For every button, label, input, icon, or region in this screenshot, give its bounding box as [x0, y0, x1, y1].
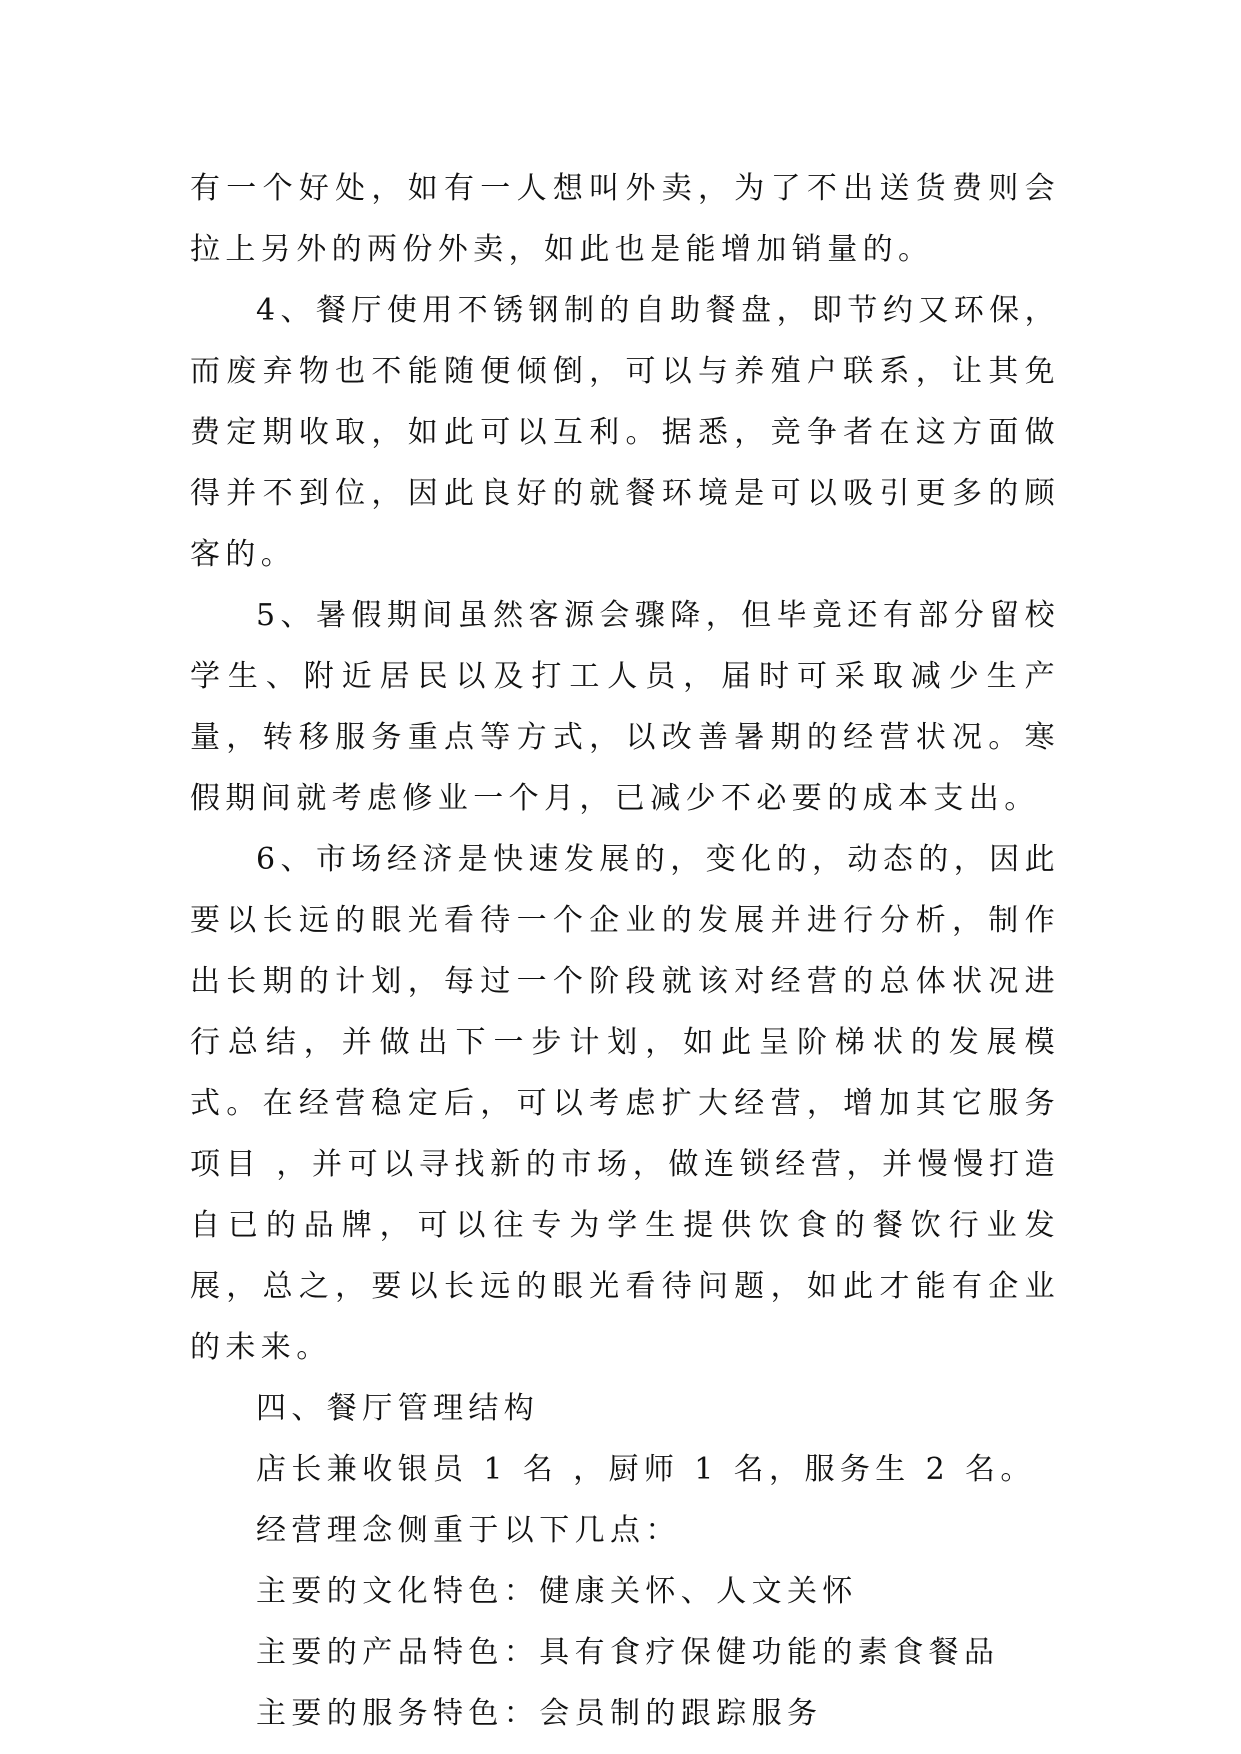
philosophy-intro: 经营理念侧重于以下几点：: [256, 1513, 681, 1548]
paragraph-item-6: 6、市场经济是快速发展的，变化的，动态的，因此要以长远的眼光看待一个企业的发展并进行分析，制作出长期的计划，每过一个阶段就该对经营的总体状况进行总结，并做出下一步计划，如此呈阶梯状的发展模式。在经营稳定后，可以考虑扩大经营，增加其它服务项目 ，并可以寻找新的市场，做连锁经营，并慢慢打造自已的品牌，可以往专为学生提供饮食的餐饮行业发展，总之，要以长远的眼光看待问题，如此才能有企业的未来。: [190, 842, 1060, 1365]
paragraph-continuation: 有一个好处，如有一人想叫外卖，为了不出送货费则会拉上另外的两份外卖，如此也是能增加销量的。: [190, 171, 1060, 267]
paragraph-item-5: 5、暑假期间虽然客源会骤降，但毕竟还有部分留校学生、附近居民以及打工人员，届时可采取减少生产量，转移服务重点等方式，以改善暑期的经营状况。寒假期间就考虑修业一个月，已减少不必要的成本支出。: [190, 598, 1060, 816]
staffing-line: 店长兼收银员 1 名 ，厨师 1 名，服务生 2 名。: [256, 1452, 1036, 1487]
feature-product: 主要的产品特色：具有食疗保健功能的素食餐品: [256, 1635, 1000, 1670]
feature-service: 主要的服务特色：会员制的跟踪服务: [256, 1696, 823, 1731]
feature-culture: 主要的文化特色：健康关怀、人文关怀: [256, 1574, 858, 1609]
section-heading: 四、餐厅管理结构: [256, 1391, 540, 1426]
document-body: [190, 158, 1060, 1744]
paragraph-item-4: 4、餐厅使用不锈钢制的自助餐盘，即节约又环保，而废弃物也不能随便倾倒，可以与养殖户联系，让其免费定期收取，如此可以互利。据悉，竞争者在这方面做得并不到位，因此良好的就餐环境是可以吸引更多的顾客的。: [190, 293, 1060, 572]
